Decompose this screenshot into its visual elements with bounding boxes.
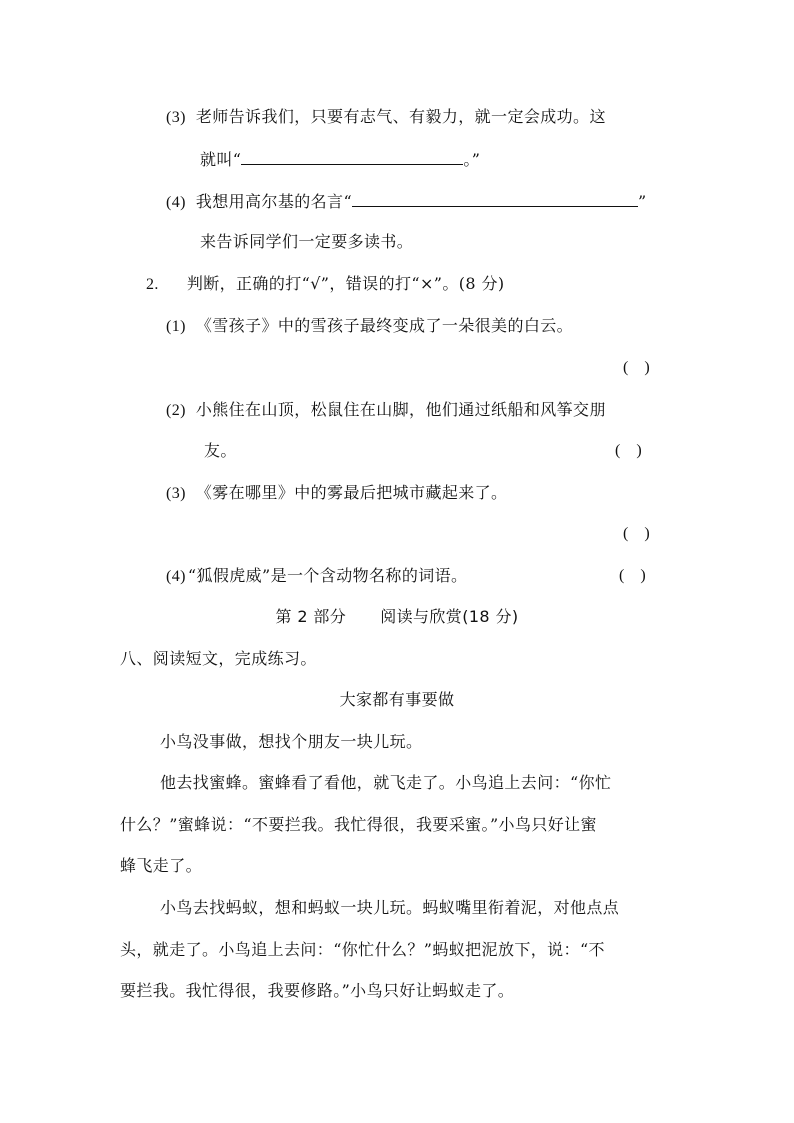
q2-number: 2. [146, 276, 159, 293]
story-line-6: 头，就走了。小鸟追上去问：“你忙什么？”蚂蚁把泥放下，说：“不 [120, 940, 605, 959]
story-line-7: 要拦我。我忙得很，我要修路。”小鸟只好让蚂蚁走了。 [120, 981, 515, 1000]
story-line-4: 蜂飞走了。 [120, 856, 203, 875]
q2-item4-text: “狐假虎威”是一个含动物名称的词语。 [187, 566, 468, 585]
answer-blank[interactable] [241, 149, 463, 165]
q1-item4-line1 [166, 191, 647, 213]
q1-item4-number: (4) [166, 194, 186, 211]
q2-item3-answer-box[interactable]: ( ) [623, 525, 650, 542]
q2-item2-text: 小熊住在山顶，松鼠住在山脚，他们通过纸船和风筝交朋 [195, 400, 606, 419]
story-line-1: 小鸟没事做，想找个朋友一块儿玩。 [160, 732, 423, 751]
q1-item3-number: (3) [166, 109, 186, 126]
q1-item3-suffix: 。” [463, 150, 481, 169]
q1-item3-prefix: 就叫“ [200, 150, 242, 169]
section8-heading: 八、阅读短文，完成练习。 [120, 649, 317, 668]
q2-item2-answer-box[interactable]: ( ) [615, 442, 642, 459]
q2-item4-number: (4) [166, 568, 186, 585]
part2-title [0, 607, 794, 627]
q2-item2-number: (2) [166, 402, 186, 419]
story-line-5: 小鸟去找蚂蚁，想和蚂蚁一块儿玩。蚂蚁嘴里衔着泥，对他点点 [160, 898, 620, 917]
story-line-2: 他去找蜜蜂。蜜蜂看了看他，就飞走了。小鸟追上去问：“你忙 [160, 773, 612, 792]
q1-item4-line2: 来告诉同学们一定要多读书。 [200, 232, 414, 251]
q2-item1-number: (1) [166, 318, 186, 335]
q2-item3-number: (3) [166, 485, 186, 502]
q2-item2-line2: 友。 [204, 441, 237, 460]
q2-item1-answer-box[interactable]: ( ) [623, 359, 650, 376]
q2-item3 [166, 483, 507, 504]
q2-item1 [166, 316, 573, 337]
answer-blank[interactable] [352, 191, 638, 207]
part2-title-right: 阅读与欣赏(18 分) [380, 607, 519, 626]
q2-item4-answer-box[interactable]: ( ) [619, 567, 646, 584]
part2-title-left: 第 2 部分 [275, 607, 347, 626]
story-title: 大家都有事要做 [339, 690, 455, 709]
q1-item3-line2 [200, 149, 480, 170]
q1-item4-prefix: 我想用高尔基的名言“ [195, 192, 353, 211]
q2-item4 [166, 566, 467, 587]
q1-item3-text: 老师告诉我们，只要有志气、有毅力，就一定会成功。这 [195, 107, 606, 126]
q1-item3-line1 [166, 107, 606, 128]
story-line-3: 什么？”蜜蜂说：“不要拦我。我忙得很，我要采蜜。”小鸟只好让蜜 [120, 815, 597, 834]
q1-item4-suffix: ” [638, 192, 647, 211]
q2-item1-text: 《雪孩子》中的雪孩子最终变成了一朵很美的白云。 [195, 316, 574, 335]
q2-item2-line1 [166, 400, 606, 421]
q2-item3-text: 《雾在哪里》中的雾最后把城市藏起来了。 [195, 483, 508, 502]
q2-instruction: 判断，正确的打“√”，错误的打“×”。(8 分) [186, 274, 505, 293]
q2-instruction-line [146, 274, 504, 295]
